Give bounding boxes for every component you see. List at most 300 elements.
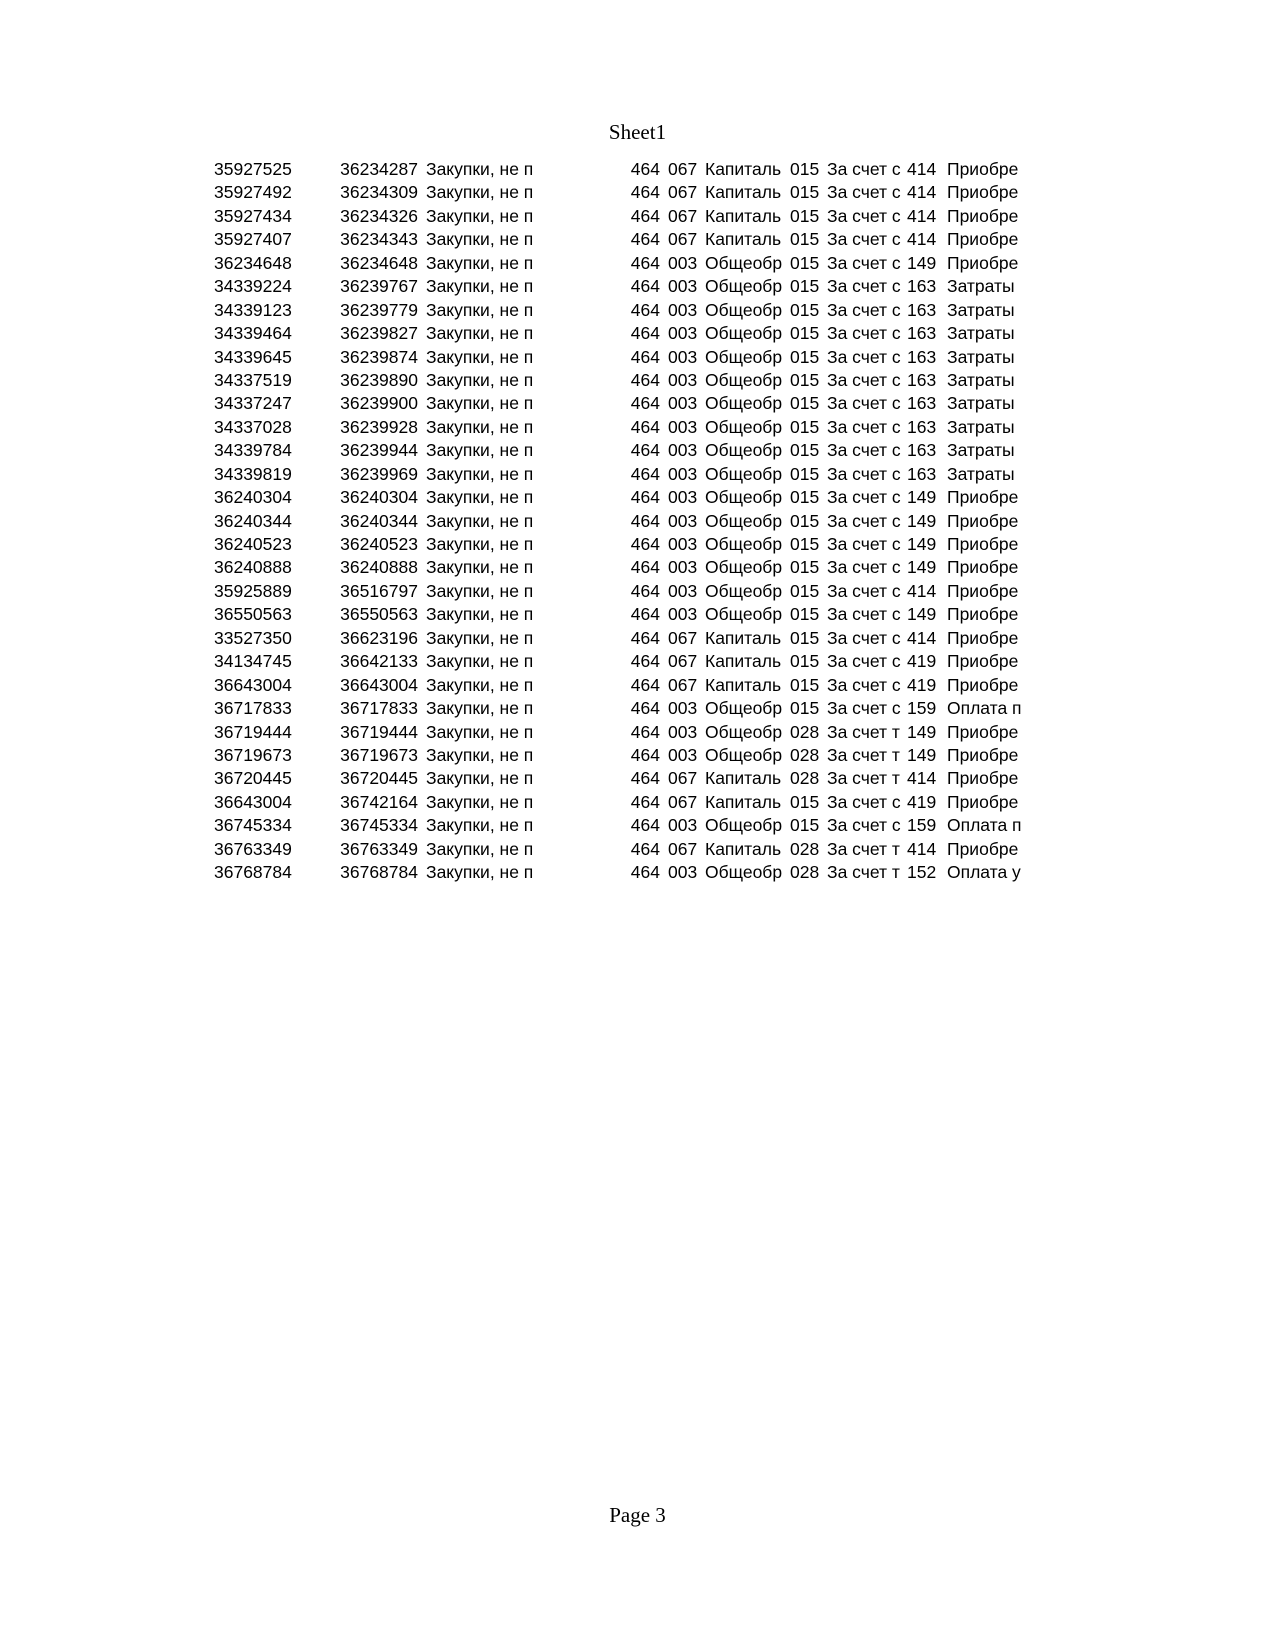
cell-id: 34339784 (214, 440, 292, 461)
cell-source-name: За счет с (827, 205, 901, 226)
cell-source-name: За счет с (827, 604, 901, 625)
cell-purchase-type: Закупки, не п (426, 534, 534, 554)
cell-article: 163 (907, 299, 937, 320)
cell-article: 414 (907, 182, 937, 203)
cell-chapter: 464 (630, 768, 660, 789)
cell-section-name: Капиталь (705, 838, 782, 859)
cell-article: 414 (907, 627, 937, 648)
cell-section-name: Общеобр (705, 463, 783, 484)
table-row (0, 580, 1275, 603)
cell-section-name: Общеобр (705, 510, 783, 531)
cell-article: 159 (907, 698, 937, 719)
cell-article-name: Приобре (947, 838, 1019, 859)
cell-article: 414 (907, 838, 937, 859)
cell-chapter: 464 (630, 416, 660, 437)
cell-chapter: 464 (630, 440, 660, 461)
cell-purchase-type: Закупки, не п (426, 299, 534, 320)
cell-article: 163 (907, 440, 937, 461)
cell-id: 36643004 (214, 674, 292, 695)
cell-article: 419 (907, 791, 937, 812)
cell-article-name: Оплата п (947, 815, 1022, 836)
cell-chapter: 464 (630, 182, 660, 203)
cell-source-name: За счет т (827, 838, 900, 859)
cell-article-name: Приобре (947, 534, 1019, 554)
cell-id: 36763349 (214, 838, 292, 859)
cell-code: 36239944 (340, 440, 418, 461)
cell-source: 015 (790, 791, 820, 812)
cell-section: 003 (668, 744, 698, 765)
cell-section-name: Капиталь (705, 229, 782, 250)
cell-source: 015 (790, 229, 820, 250)
cell-section-name: Общеобр (705, 862, 783, 883)
cell-source-name: За счет с (827, 510, 901, 531)
cell-chapter: 464 (630, 487, 660, 508)
cell-source-name: За счет с (827, 463, 901, 484)
cell-article-name: Приобре (947, 791, 1019, 812)
table-row (0, 205, 1275, 228)
cell-article: 149 (907, 557, 937, 578)
cell-section-name: Общеобр (705, 604, 783, 625)
cell-source: 028 (790, 721, 820, 742)
cell-source-name: За счет с (827, 791, 901, 812)
table-row (0, 392, 1275, 415)
table-row (0, 650, 1275, 673)
table-row (0, 510, 1275, 533)
cell-section: 003 (668, 534, 698, 554)
table-row (0, 252, 1275, 275)
cell-purchase-type: Закупки, не п (426, 651, 534, 672)
cell-section: 067 (668, 182, 698, 203)
cell-code: 36240888 (340, 557, 418, 578)
cell-chapter: 464 (630, 744, 660, 765)
cell-section: 067 (668, 205, 698, 226)
cell-article-name: Затраты (947, 440, 1015, 461)
cell-article: 163 (907, 323, 937, 344)
cell-article-name: Приобре (947, 604, 1019, 625)
cell-source: 028 (790, 862, 820, 883)
cell-purchase-type: Закупки, не п (426, 369, 534, 390)
cell-purchase-type: Закупки, не п (426, 580, 534, 601)
cell-id: 36720445 (214, 768, 292, 789)
table-row (0, 838, 1275, 861)
table-row (0, 791, 1275, 814)
cell-purchase-type: Закупки, не п (426, 604, 534, 625)
table-row (0, 439, 1275, 462)
cell-section: 067 (668, 791, 698, 812)
cell-id: 36550563 (214, 604, 292, 625)
cell-id: 36745334 (214, 815, 292, 836)
cell-id: 33527350 (214, 627, 292, 648)
cell-code: 36239779 (340, 299, 418, 320)
table-row (0, 697, 1275, 720)
cell-purchase-type: Закупки, не п (426, 463, 534, 484)
cell-id: 35927525 (214, 159, 292, 179)
cell-section-name: Общеобр (705, 276, 783, 297)
cell-section-name: Капиталь (705, 182, 782, 203)
cell-article: 159 (907, 815, 937, 836)
cell-code: 36234648 (340, 252, 418, 273)
cell-chapter: 464 (630, 393, 660, 414)
cell-source: 015 (790, 346, 820, 367)
cell-article: 149 (907, 252, 937, 273)
cell-section-name: Общеобр (705, 346, 783, 367)
cell-section-name: Капиталь (705, 627, 782, 648)
cell-id: 35927492 (214, 182, 292, 203)
cell-id: 36768784 (214, 862, 292, 883)
cell-section-name: Общеобр (705, 323, 783, 344)
table-row (0, 533, 1275, 556)
cell-id: 34339464 (214, 323, 292, 344)
cell-id: 34339645 (214, 346, 292, 367)
table-row (0, 299, 1275, 322)
cell-source: 015 (790, 463, 820, 484)
cell-purchase-type: Закупки, не п (426, 440, 534, 461)
cell-article-name: Затраты (947, 323, 1015, 344)
cell-section-name: Общеобр (705, 440, 783, 461)
cell-code: 36550563 (340, 604, 418, 625)
cell-source-name: За счет с (827, 651, 901, 672)
spreadsheet-table (0, 158, 1275, 885)
cell-source: 015 (790, 440, 820, 461)
cell-article-name: Затраты (947, 463, 1015, 484)
cell-purchase-type: Закупки, не п (426, 815, 534, 836)
cell-source: 015 (790, 651, 820, 672)
cell-article: 163 (907, 276, 937, 297)
cell-id: 36717833 (214, 698, 292, 719)
cell-id: 34134745 (214, 651, 292, 672)
cell-code: 36240344 (340, 510, 418, 531)
cell-article: 163 (907, 393, 937, 414)
cell-code: 36239969 (340, 463, 418, 484)
cell-id: 36643004 (214, 791, 292, 812)
cell-id: 34339123 (214, 299, 292, 320)
cell-article-name: Приобре (947, 721, 1019, 742)
cell-code: 36516797 (340, 580, 418, 601)
cell-section: 003 (668, 252, 698, 273)
cell-code: 36234309 (340, 182, 418, 203)
cell-chapter: 464 (630, 510, 660, 531)
cell-purchase-type: Закупки, не п (426, 721, 534, 742)
cell-section: 003 (668, 557, 698, 578)
cell-source: 015 (790, 698, 820, 719)
cell-article-name: Затраты (947, 393, 1015, 414)
cell-article-name: Оплата у (947, 862, 1021, 883)
cell-source: 015 (790, 416, 820, 437)
cell-section: 003 (668, 276, 698, 297)
table-row (0, 416, 1275, 439)
cell-chapter: 464 (630, 159, 660, 179)
cell-article: 163 (907, 346, 937, 367)
cell-purchase-type: Закупки, не п (426, 698, 534, 719)
cell-chapter: 464 (630, 862, 660, 883)
cell-source: 015 (790, 159, 820, 179)
cell-article-name: Приобре (947, 229, 1019, 250)
cell-article: 414 (907, 229, 937, 250)
cell-source: 015 (790, 815, 820, 836)
cell-chapter: 464 (630, 229, 660, 250)
cell-source-name: За счет с (827, 674, 901, 695)
cell-code: 36720445 (340, 768, 418, 789)
cell-section-name: Капиталь (705, 674, 782, 695)
cell-chapter: 464 (630, 557, 660, 578)
cell-source-name: За счет с (827, 698, 901, 719)
cell-source-name: За счет с (827, 276, 901, 297)
cell-article-name: Приобре (947, 182, 1019, 203)
cell-article: 149 (907, 534, 937, 554)
cell-code: 36763349 (340, 838, 418, 859)
cell-chapter: 464 (630, 674, 660, 695)
cell-purchase-type: Закупки, не п (426, 229, 534, 250)
cell-section-name: Общеобр (705, 393, 783, 414)
cell-source-name: За счет с (827, 299, 901, 320)
cell-article: 163 (907, 463, 937, 484)
cell-source: 015 (790, 534, 820, 554)
cell-code: 36239767 (340, 276, 418, 297)
cell-section: 003 (668, 721, 698, 742)
cell-section: 003 (668, 299, 698, 320)
cell-section: 003 (668, 580, 698, 601)
cell-chapter: 464 (630, 276, 660, 297)
cell-section-name: Общеобр (705, 815, 783, 836)
cell-article-name: Приобре (947, 510, 1019, 531)
cell-source-name: За счет с (827, 557, 901, 578)
cell-chapter: 464 (630, 721, 660, 742)
cell-source-name: За счет с (827, 440, 901, 461)
cell-article: 419 (907, 674, 937, 695)
cell-section-name: Капиталь (705, 205, 782, 226)
cell-source: 015 (790, 323, 820, 344)
cell-section: 067 (668, 768, 698, 789)
cell-source: 015 (790, 276, 820, 297)
cell-section-name: Капиталь (705, 791, 782, 812)
cell-source: 015 (790, 510, 820, 531)
cell-code: 36239928 (340, 416, 418, 437)
cell-source: 015 (790, 182, 820, 203)
cell-article: 414 (907, 768, 937, 789)
cell-section: 067 (668, 627, 698, 648)
cell-article-name: Затраты (947, 276, 1015, 297)
table-row (0, 627, 1275, 650)
cell-section-name: Общеобр (705, 744, 783, 765)
cell-code: 36239900 (340, 393, 418, 414)
table-row (0, 463, 1275, 486)
table-row (0, 322, 1275, 345)
cell-chapter: 464 (630, 323, 660, 344)
cell-code: 36623196 (340, 627, 418, 648)
cell-code: 36240523 (340, 534, 418, 554)
cell-source-name: За счет с (827, 534, 901, 554)
cell-chapter: 464 (630, 369, 660, 390)
cell-section: 003 (668, 369, 698, 390)
cell-source: 028 (790, 838, 820, 859)
cell-id: 36719444 (214, 721, 292, 742)
cell-section: 003 (668, 510, 698, 531)
cell-source-name: За счет с (827, 580, 901, 601)
cell-source-name: За счет с (827, 369, 901, 390)
cell-chapter: 464 (630, 698, 660, 719)
cell-code: 36717833 (340, 698, 418, 719)
cell-id: 36234648 (214, 252, 292, 273)
cell-article-name: Приобре (947, 744, 1019, 765)
cell-article: 163 (907, 369, 937, 390)
cell-chapter: 464 (630, 252, 660, 273)
table-row (0, 721, 1275, 744)
cell-id: 34339224 (214, 276, 292, 297)
cell-section: 003 (668, 487, 698, 508)
cell-article-name: Приобре (947, 159, 1019, 179)
cell-article: 419 (907, 651, 937, 672)
cell-purchase-type: Закупки, не п (426, 744, 534, 765)
cell-article: 149 (907, 604, 937, 625)
cell-article: 152 (907, 862, 937, 883)
cell-section: 003 (668, 862, 698, 883)
cell-source-name: За счет т (827, 768, 900, 789)
cell-purchase-type: Закупки, не п (426, 674, 534, 695)
cell-id: 34337519 (214, 369, 292, 390)
cell-purchase-type: Закупки, не п (426, 510, 534, 531)
cell-chapter: 464 (630, 346, 660, 367)
cell-code: 36234326 (340, 205, 418, 226)
cell-source: 015 (790, 674, 820, 695)
cell-purchase-type: Закупки, не п (426, 557, 534, 578)
cell-purchase-type: Закупки, не п (426, 323, 534, 344)
cell-chapter: 464 (630, 580, 660, 601)
page-header-title: Sheet1 (608, 120, 667, 144)
cell-source: 015 (790, 604, 820, 625)
cell-section: 003 (668, 346, 698, 367)
cell-purchase-type: Закупки, не п (426, 182, 534, 203)
cell-article: 149 (907, 721, 937, 742)
table-row (0, 556, 1275, 579)
cell-source: 015 (790, 580, 820, 601)
cell-section: 003 (668, 815, 698, 836)
table-row (0, 346, 1275, 369)
cell-code: 36239874 (340, 346, 418, 367)
cell-section-name: Общеобр (705, 580, 783, 601)
cell-purchase-type: Закупки, не п (426, 346, 534, 367)
cell-id: 34339819 (214, 463, 292, 484)
cell-chapter: 464 (630, 604, 660, 625)
table-row (0, 674, 1275, 697)
cell-purchase-type: Закупки, не п (426, 768, 534, 789)
cell-source-name: За счет с (827, 815, 901, 836)
cell-code: 36745334 (340, 815, 418, 836)
cell-id: 36240344 (214, 510, 292, 531)
cell-section-name: Общеобр (705, 487, 783, 508)
cell-purchase-type: Закупки, не п (426, 205, 534, 226)
table-row (0, 744, 1275, 767)
cell-section: 003 (668, 604, 698, 625)
cell-section: 067 (668, 838, 698, 859)
cell-chapter: 464 (630, 534, 660, 554)
cell-section-name: Общеобр (705, 299, 783, 320)
cell-article: 149 (907, 744, 937, 765)
table-row (0, 861, 1275, 884)
cell-section-name: Капиталь (705, 768, 782, 789)
cell-id: 35925889 (214, 580, 292, 601)
cell-section: 067 (668, 159, 698, 179)
cell-section: 003 (668, 463, 698, 484)
cell-purchase-type: Закупки, не п (426, 393, 534, 414)
cell-source: 028 (790, 744, 820, 765)
cell-code: 36642133 (340, 651, 418, 672)
cell-source-name: За счет т (827, 862, 900, 883)
cell-article-name: Оплата п (947, 698, 1022, 719)
cell-chapter: 464 (630, 838, 660, 859)
cell-source-name: За счет т (827, 721, 900, 742)
cell-article-name: Приобре (947, 557, 1019, 578)
cell-source: 015 (790, 627, 820, 648)
cell-article-name: Приобре (947, 205, 1019, 226)
cell-section-name: Общеобр (705, 369, 783, 390)
cell-article: 149 (907, 487, 937, 508)
cell-purchase-type: Закупки, не п (426, 627, 534, 648)
cell-source-name: За счет с (827, 346, 901, 367)
cell-id: 36240304 (214, 487, 292, 508)
cell-section-name: Общеобр (705, 721, 783, 742)
cell-id: 35927434 (214, 205, 292, 226)
cell-section-name: Капиталь (705, 159, 782, 179)
cell-section-name: Общеобр (705, 416, 783, 437)
cell-source-name: За счет с (827, 416, 901, 437)
cell-section-name: Общеобр (705, 698, 783, 719)
table-row (0, 603, 1275, 626)
cell-section-name: Капиталь (705, 651, 782, 672)
cell-article-name: Приобре (947, 674, 1019, 695)
cell-id: 35927407 (214, 229, 292, 250)
cell-article-name: Затраты (947, 369, 1015, 390)
cell-article-name: Затраты (947, 346, 1015, 367)
table-row (0, 486, 1275, 509)
cell-section: 067 (668, 651, 698, 672)
cell-chapter: 464 (630, 299, 660, 320)
table-row (0, 275, 1275, 298)
cell-source: 028 (790, 768, 820, 789)
table-row (0, 228, 1275, 251)
cell-section-name: Общеобр (705, 252, 783, 273)
cell-article-name: Приобре (947, 580, 1019, 601)
cell-purchase-type: Закупки, не п (426, 276, 534, 297)
cell-code: 36719673 (340, 744, 418, 765)
cell-code: 36719444 (340, 721, 418, 742)
table-row (0, 181, 1275, 204)
cell-chapter: 464 (630, 205, 660, 226)
cell-code: 36643004 (340, 674, 418, 695)
cell-chapter: 464 (630, 651, 660, 672)
cell-code: 36234287 (340, 159, 418, 179)
cell-purchase-type: Закупки, не п (426, 791, 534, 812)
cell-source: 015 (790, 299, 820, 320)
cell-section: 003 (668, 393, 698, 414)
cell-source-name: За счет с (827, 323, 901, 344)
cell-purchase-type: Закупки, не п (426, 862, 534, 883)
cell-source-name: За счет с (827, 487, 901, 508)
cell-id: 36240523 (214, 534, 292, 554)
cell-id: 34337247 (214, 393, 292, 414)
cell-source-name: За счет с (827, 627, 901, 648)
cell-chapter: 464 (630, 463, 660, 484)
cell-section: 003 (668, 440, 698, 461)
cell-source-name: За счет т (827, 744, 900, 765)
cell-article-name: Приобре (947, 651, 1019, 672)
cell-section-name: Общеобр (705, 557, 783, 578)
page-number: Page 3 (609, 1503, 666, 1527)
cell-section: 067 (668, 229, 698, 250)
cell-code: 36239827 (340, 323, 418, 344)
cell-section: 003 (668, 323, 698, 344)
cell-source: 015 (790, 393, 820, 414)
cell-id: 36719673 (214, 744, 292, 765)
